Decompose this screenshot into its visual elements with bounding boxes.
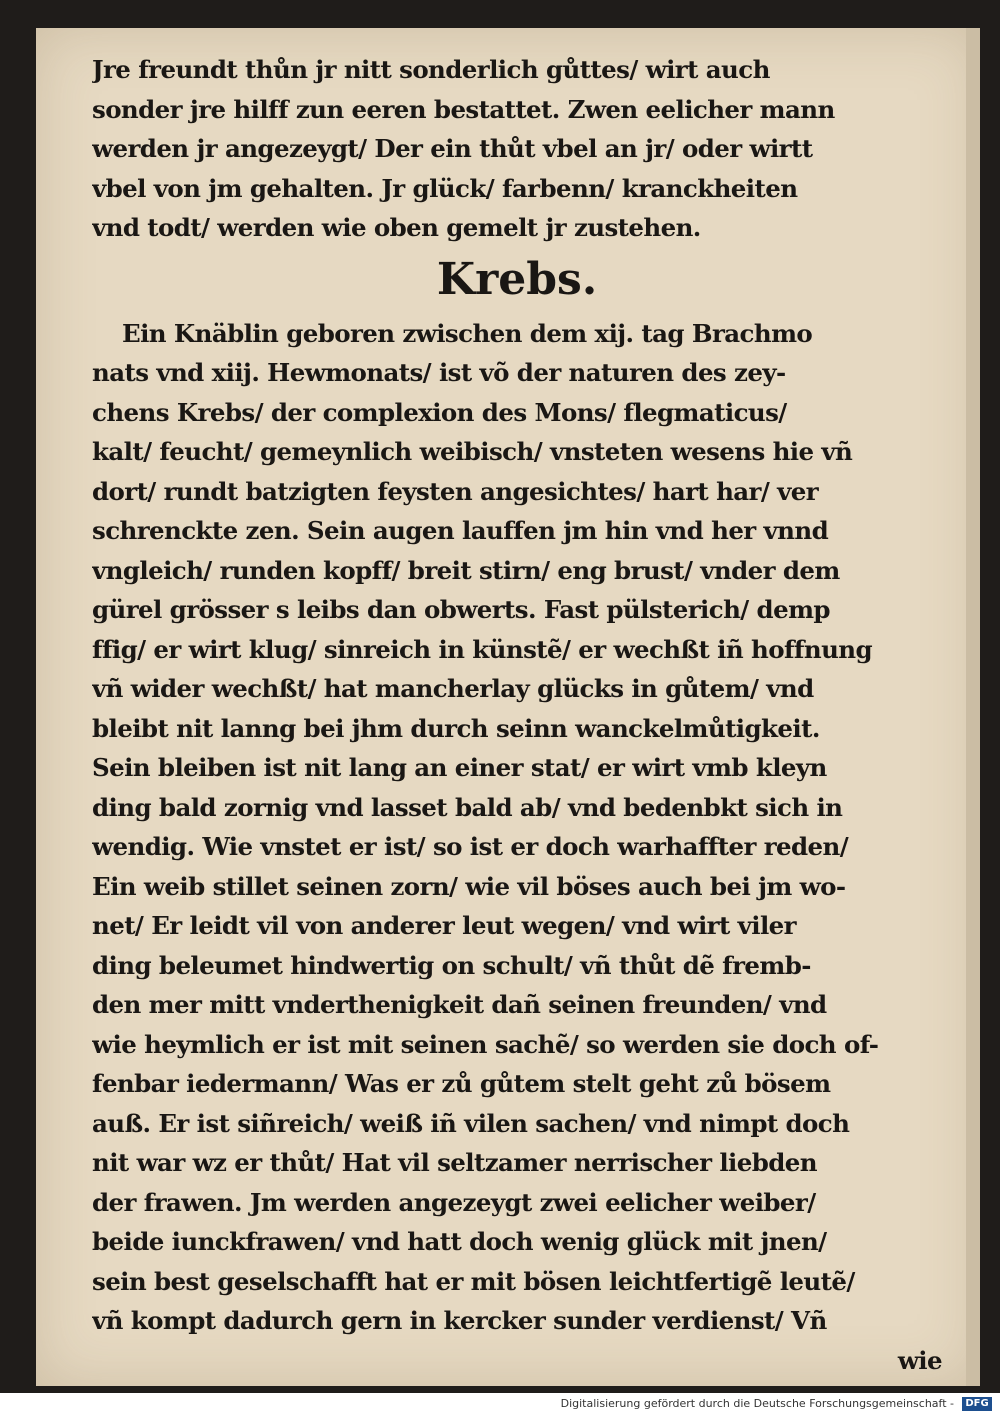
text-line: bleibt nit lanng bei jhm durch seinn wanckelmůtigkeit. [92, 713, 820, 743]
footer-credit: Digitalisierung gefördert durch die Deutsche Forschungsgemeinschaft - [560, 1397, 954, 1410]
text-line: schrenckte zen. Sein augen lauffen jm hin vnd her vnnd [92, 516, 829, 545]
text-line: Sein bleiben ist nit lang an einer stat/ er wirt vmb kleyn [92, 753, 827, 782]
page-edge [966, 28, 980, 1386]
text-line: vbel von jm gehalten. Jr glück/ farbenn/ kranckheiten [92, 173, 798, 203]
text-line: nats vnd xiij. Hewmonats/ ist võ der naturen des zey- [92, 358, 786, 387]
text-line: auß. Er ist siñreich/ weiß iñ vilen sachen/ vnd nimpt doch [92, 1108, 850, 1138]
catchword: wie [897, 1345, 942, 1375]
text-line: den mer mitt vnderthenigkeit dañ seinen freunden/ vnd [92, 990, 827, 1019]
text-line: kalt/ feucht/ gemeynlich weibisch/ vnsteten wesens hie vñ [92, 437, 853, 466]
text-line: ding beleumet hindwertig on schult/ vñ thůt dẽ fremb- [92, 950, 811, 980]
book-page [36, 28, 980, 1386]
text-line: ding bald zornig vnd lasset bald ab/ vnd bedenbkt sich in [92, 792, 843, 822]
text-line: sein best geselschafft hat er mit bösen leichtfertigẽ leutẽ/ [92, 1266, 855, 1296]
text-line: wie heymlich er ist mit seinen sachẽ/ so werden sie doch of- [92, 1029, 879, 1059]
text-line: Ein weib stillet seinen zorn/ wie vil böses auch bei jm wo- [92, 871, 846, 901]
text-line: dort/ rundt batzigten feysten angesichtes/ hart har/ ver [92, 476, 819, 506]
text-line: ffig/ er wirt klug/ sinreich in künstẽ/ er wechßt iñ hoffnung [92, 634, 873, 664]
text-line: nit war wz er thůt/ Hat vil seltzamer nerrischer liebden [92, 1148, 817, 1177]
footer-bar [0, 1393, 1000, 1417]
text-line: sonder jre hilff zun eeren bestattet. Zwen eelicher mann [92, 94, 835, 124]
text-line: Ein Knäblin geboren zwischen dem xij. tag Brachmo [122, 318, 813, 348]
section-heading: Krebs. [436, 253, 598, 305]
text-line: wendig. Wie vnstet er ist/ so ist er doch warhaffter reden/ [92, 832, 849, 861]
text-line: chens Krebs/ der complexion des Mons/ flegmaticus/ [92, 397, 787, 427]
text-line: beide iunckfrawen/ vnd hatt doch wenig glück mit jnen/ [92, 1227, 827, 1256]
text-line: werden jr angezeygt/ Der ein thůt vbel an jr/ oder wirtt [92, 134, 813, 163]
text-block [92, 50, 942, 1380]
text-line: der frawen. Jm werden angezeygt zwei eelicher weiber/ [92, 1187, 816, 1217]
paragraph-top [92, 50, 942, 248]
text-line: Jre freundt thůn jr nitt sonderlich gůttes/ wirt auch [92, 55, 770, 84]
text-line: vngleich/ runden kopff/ breit stirn/ eng brust/ vnder dem [92, 555, 840, 585]
text-line: vñ kompt dadurch gern in kercker sunder verdienst/ Vñ [92, 1306, 827, 1335]
text-line: net/ Er leidt vil von anderer leut wegen/ vnd wirt viler [92, 911, 796, 940]
text-line: gürel grösser s leibs dan obwerts. Fast pülsterich/ demp [92, 595, 830, 624]
text-line: vñ wider wechßt/ hat mancherlay glücks in gůtem/ vnd [92, 674, 814, 703]
paragraph-body [92, 314, 942, 1381]
dfg-logo: DFG [962, 1397, 992, 1411]
text-line: fenbar iedermann/ Was er zů gůtem stelt geht zů bösem [92, 1069, 831, 1098]
text-line: vnd todt/ werden wie oben gemelt jr zustehen. [92, 213, 701, 242]
